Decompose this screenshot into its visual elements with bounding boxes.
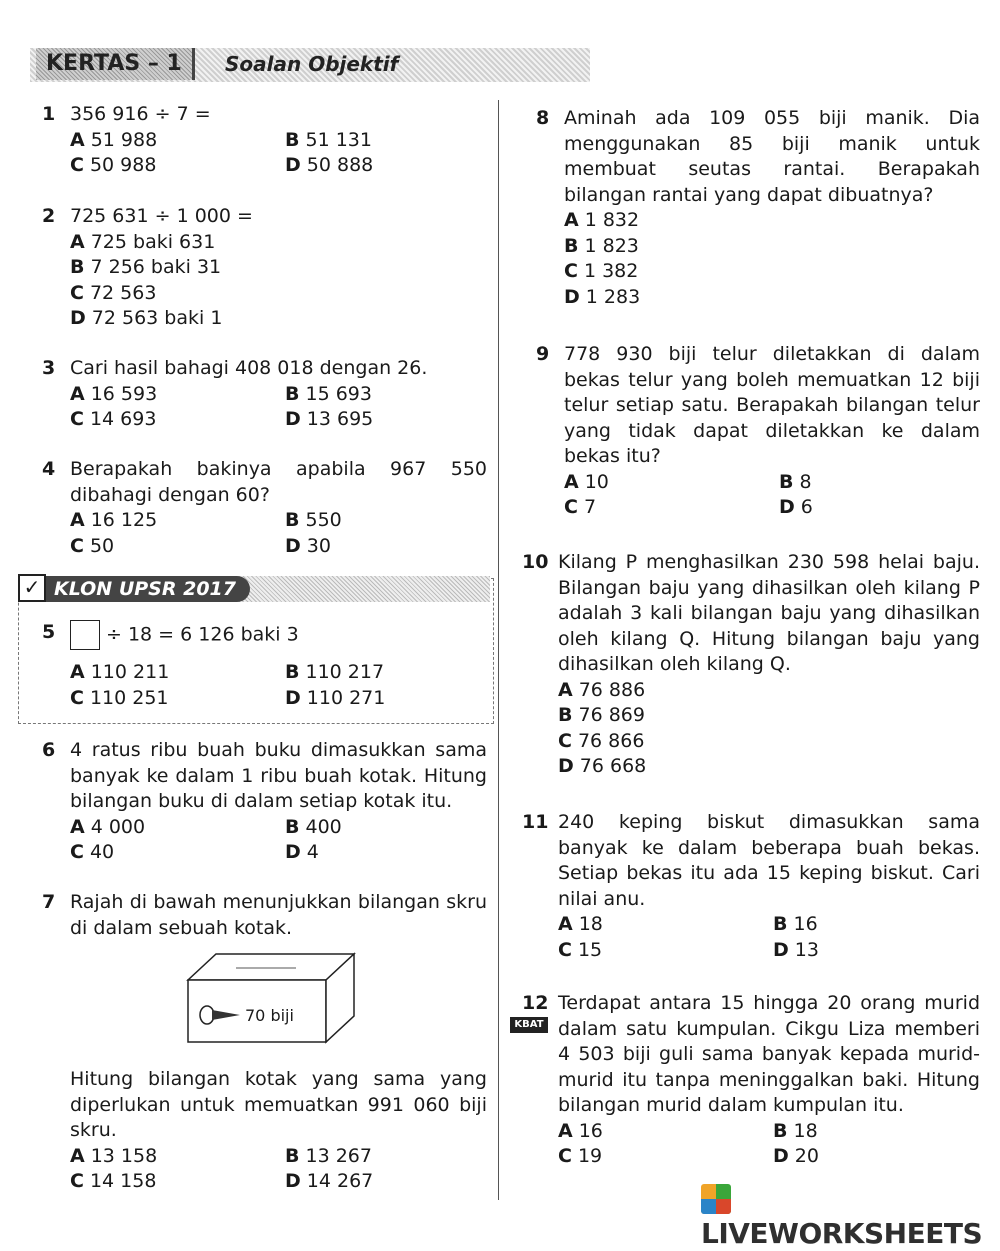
options [70,382,487,433]
option-d[interactable]: D 30 [285,534,331,557]
option-b[interactable]: B 76 869 [558,704,645,726]
question-number: 4 [42,458,56,480]
question-number: 11 [522,811,549,833]
liveworksheets-icon [701,1184,731,1214]
question-number: 3 [42,357,56,379]
option-b[interactable]: B 51 131 [285,128,372,151]
option-a[interactable]: A 725 baki 631 [70,230,216,253]
option-b[interactable]: B 550 [285,509,342,531]
question-number: 1 [42,103,56,125]
option-d[interactable]: D 76 668 [558,755,647,777]
option-a[interactable]: A 1 832 [564,209,640,231]
question-stem: Berapakah bakinya apabila 967 550 dibahagi dengan 60? [70,458,487,506]
question-9 [536,342,980,521]
options [558,678,980,780]
options [70,1144,487,1195]
option-d[interactable]: D 14 267 [285,1170,374,1192]
question-5 [42,620,487,711]
options [564,470,980,521]
check-icon: ✓ [18,574,46,602]
column-divider [498,100,499,1200]
section-title: Soalan Objektif [225,52,399,76]
option-d[interactable]: D 20 [773,1145,819,1167]
question-stem-2: Hitung bilangan kotak yang sama yang diperlukan untuk memuatkan 991 060 biji skru. [70,1068,487,1141]
option-b[interactable]: B 110 217 [285,661,385,683]
option-b[interactable]: B 400 [285,815,342,838]
answer-box[interactable] [70,620,100,650]
option-c[interactable]: C 14 693 [70,408,157,430]
options [70,815,487,866]
question-7-part-2 [42,1067,487,1195]
paper-tag: KERTAS – 1 [36,48,195,80]
klon-label: KLON UPSR 2017 [46,576,250,602]
question-12 [522,991,980,1170]
option-c[interactable]: C 14 158 [70,1170,157,1192]
question-11 [522,810,980,963]
option-b[interactable]: B 8 [779,470,812,493]
options [564,208,980,310]
option-a[interactable]: A 16 [558,1119,603,1142]
question-stem: Aminah ada 109 055 biji manik. Dia menggunakan 85 biji manik untuk membuat seutas rantai. Berapakah bilangan rantai yang dapat dibuatnya? [564,107,980,206]
options [70,230,487,332]
question-number: 10 [522,551,549,573]
option-c[interactable]: C 50 988 [70,154,157,176]
option-c[interactable]: C 50 [70,534,115,557]
options [558,912,980,963]
option-c[interactable]: C 7 [564,496,597,518]
question-8 [536,106,980,310]
option-c[interactable]: C 40 [70,841,115,863]
question-number: 2 [42,205,56,227]
kbat-badge: KBAT [510,1017,548,1033]
question-4 [42,457,487,559]
question-number: 6 [42,739,56,761]
option-c[interactable]: C 19 [558,1145,603,1167]
screw-icon [198,1003,242,1027]
option-c[interactable]: C 1 382 [564,260,639,282]
option-a[interactable]: A 13 158 [70,1144,158,1167]
question-stem: Kilang P menghasilkan 230 598 helai baju. Bilangan baju yang dihasilkan oleh kilang P adalah 3 kali bilangan baju yang dihasilkan oleh kilang Q. Hitung bilangan baju yang dihasilkan oleh kilang Q. [558,551,980,675]
option-a[interactable]: A 16 125 [70,509,158,531]
question-3 [42,356,487,433]
liveworksheets-text: LIVEWORKSHEETS [701,1217,983,1250]
question-2 [42,204,487,332]
liveworksheets-logo[interactable] [697,1183,1000,1250]
option-a[interactable]: A 10 [564,470,609,493]
question-10 [522,550,980,780]
option-a[interactable]: A 16 593 [70,382,158,405]
option-d[interactable]: D 72 563 baki 1 [70,307,223,329]
question-stem: ÷ 18 = 6 126 baki 3 [106,623,299,646]
question-stem: Cari hasil bahagi 408 018 dengan 26. [70,357,428,379]
option-b[interactable]: B 15 693 [285,382,372,405]
option-b[interactable]: B 1 823 [564,234,639,257]
option-d[interactable]: D 50 888 [285,154,374,176]
question-7 [42,890,487,941]
option-c[interactable]: C 15 [558,938,603,961]
option-b[interactable]: B 18 [773,1119,818,1142]
option-a[interactable]: A 110 211 [70,661,170,683]
options [70,508,487,559]
option-d[interactable]: D 13 [773,938,819,961]
question-1 [42,102,487,179]
options [70,128,487,179]
screw-box-figure [186,950,356,1045]
question-stem: 4 ratus ribu buah buku dimasukkan sama banyak ke dalam 1 ribu buah kotak. Hitung bilangan buku di dalam setiap kotak itu. [70,739,487,812]
question-stem: 356 916 ÷ 7 = [70,103,211,125]
question-number: 12 [522,992,549,1014]
question-stem: Rajah di bawah menunjukkan bilangan skru di dalam sebuah kotak. [70,891,487,939]
option-d[interactable]: D 6 [779,496,813,518]
question-number: 8 [536,107,550,129]
option-b[interactable]: B 16 [773,913,818,935]
question-stem: 725 631 ÷ 1 000 = [70,205,253,227]
option-d[interactable]: D 4 [285,841,319,863]
option-c[interactable]: C 72 563 [70,281,157,304]
question-6 [42,738,487,866]
option-b[interactable]: B 7 256 baki 31 [70,256,222,278]
option-c[interactable]: C 110 251 [70,686,169,709]
option-a[interactable]: A 76 886 [558,678,646,701]
option-d[interactable]: D 13 695 [285,408,374,430]
option-a[interactable]: A 18 [558,913,603,935]
question-number: 7 [42,891,56,913]
option-a[interactable]: A 51 988 [70,128,158,151]
option-d[interactable]: D 110 271 [285,686,386,709]
question-stem: 240 keping biskut dimasukkan sama banyak ke dalam beberapa buah bekas. Setiap bekas itu ada 15 keping biskut. Cari nilai anu. [558,811,980,910]
option-c[interactable]: C 76 866 [558,729,645,752]
option-d[interactable]: D 1 283 [564,285,641,308]
options [70,660,487,711]
options [558,1119,980,1170]
question-stem: 778 930 biji telur diletakkan di dalam bekas telur yang boleh memuatkan 12 biji telur setiap satu. Berapakah bilangan telur yang tidak dapat diletakkan ke dalam bekas itu? [564,343,980,467]
option-a[interactable]: A 4 000 [70,815,146,838]
question-stem: Terdapat antara 15 hingga 20 orang murid dalam satu kumpulan. Cikgu Liza memberi 4 503 biji guli sama banyak kepada murid-murid itu tanpa meninggalkan baki. Hitung bilangan murid dalam kumpulan itu. [558,992,980,1116]
option-b[interactable]: B 13 267 [285,1144,372,1167]
question-number: 5 [42,621,56,643]
question-number: 9 [536,343,550,365]
box-label: 70 biji [245,1006,294,1025]
